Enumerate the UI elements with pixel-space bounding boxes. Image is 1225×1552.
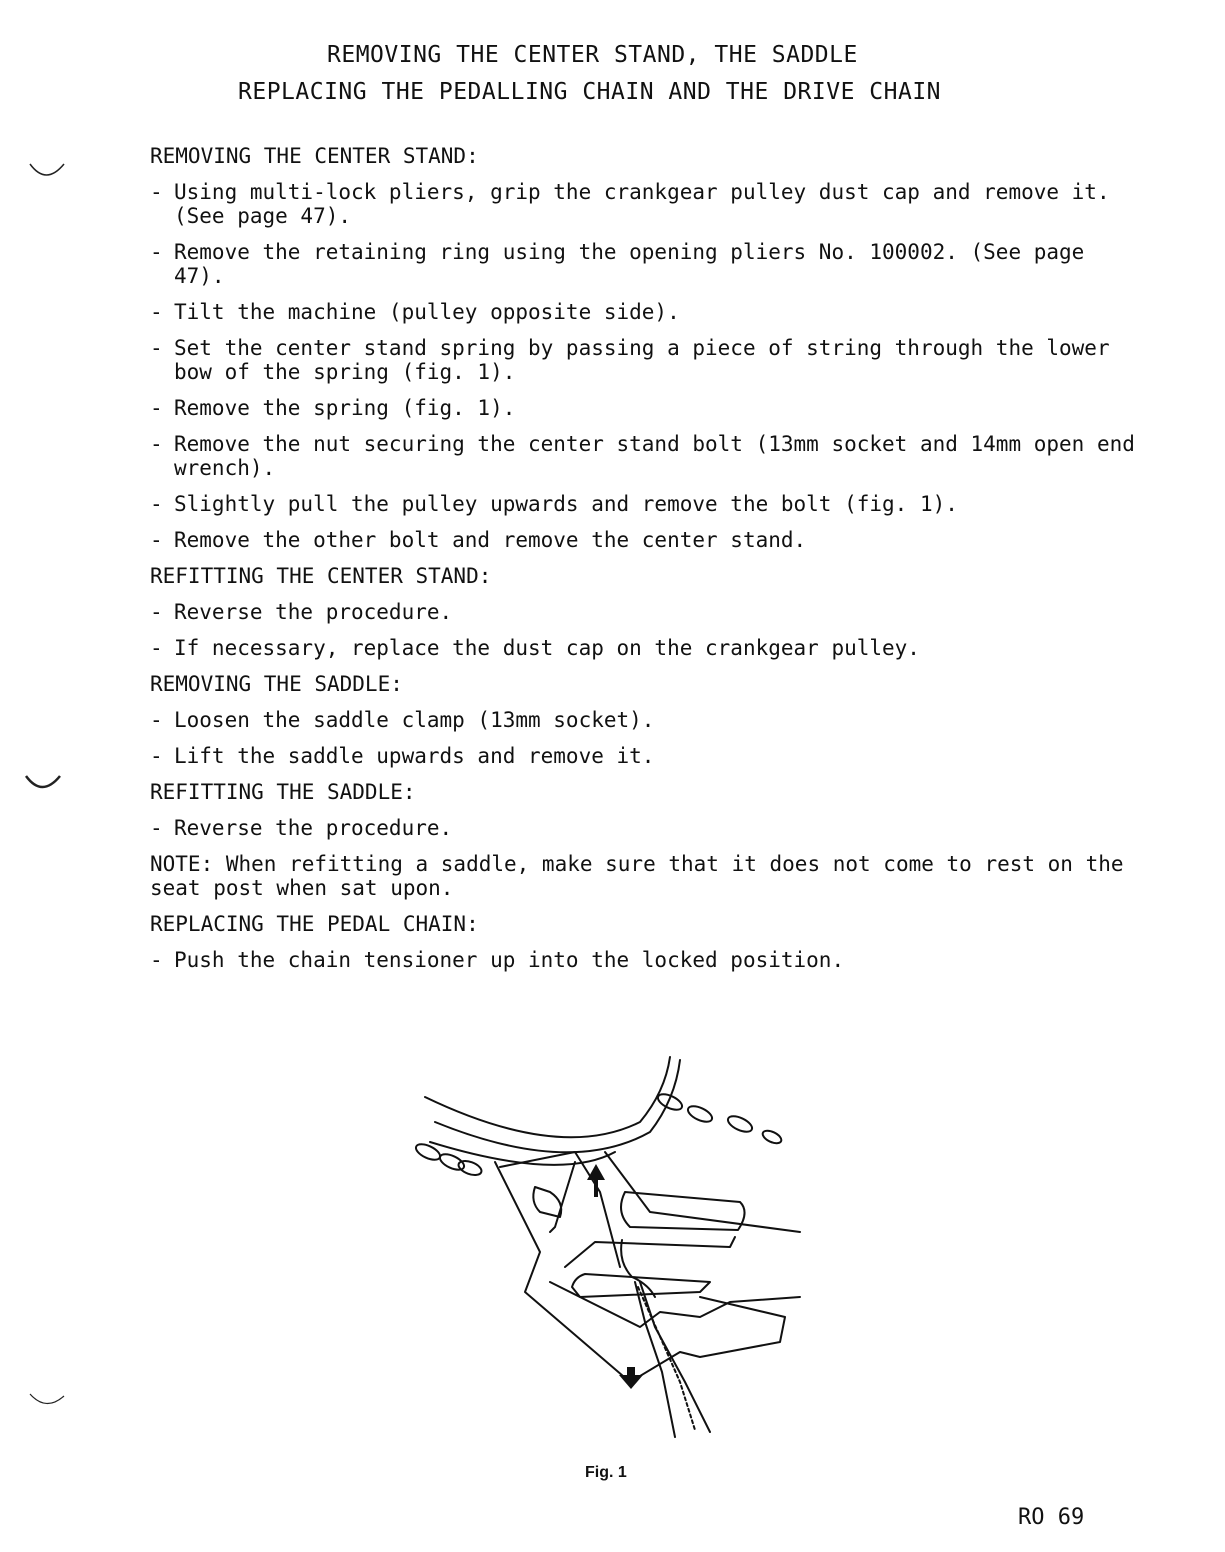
section-heading: REMOVING THE CENTER STAND: — [150, 144, 479, 168]
instructions-body — [150, 144, 1140, 984]
pulley-arc-inner — [435, 1060, 680, 1152]
bullet-dash: - — [150, 528, 163, 552]
pulley-arc — [425, 1057, 670, 1137]
punch-mark-icon — [28, 1390, 68, 1414]
list-item: - Reverse the procedure. — [150, 600, 453, 624]
bullet-dash: - — [150, 636, 163, 660]
punch-mark-icon — [28, 160, 68, 184]
list-item: - Push the chain tensioner up into the locked position. — [150, 948, 845, 972]
bullet-dash: - — [150, 600, 163, 624]
page-title-line-1: REMOVING THE CENTER STAND, THE SADDLE — [327, 42, 858, 68]
stand-frame — [495, 1162, 785, 1382]
chain-links-right — [656, 1091, 783, 1146]
bullet-dash: - — [150, 708, 163, 732]
bullet-dash: - — [150, 180, 163, 204]
arrow-up-icon — [587, 1164, 605, 1197]
list-item: - Remove the nut securing the center stand bolt (13mm socket and 14mm open end wrench). — [150, 432, 1135, 480]
list-item: - Using multi-lock pliers, grip the crankgear pulley dust cap and remove it. (See page 47). — [150, 180, 1110, 228]
list-item: - Set the center stand spring by passing a piece of string through the lower bow of the spring (fig. 1). — [150, 336, 1110, 384]
figure-caption: Fig. 1 — [585, 1464, 627, 1481]
list-item: - Remove the spring (fig. 1). — [150, 396, 516, 420]
section-heading: REFITTING THE SADDLE: — [150, 780, 416, 804]
bullet-dash: - — [150, 336, 163, 360]
section-heading: REFITTING THE CENTER STAND: — [150, 564, 492, 588]
arrow-down-icon — [619, 1367, 643, 1389]
note-paragraph: NOTE: When refitting a saddle, make sure that it does not come to rest on the seat post when sat upon. — [150, 852, 1124, 900]
bullet-dash: - — [150, 744, 163, 768]
section-heading: REMOVING THE SADDLE: — [150, 672, 403, 696]
bullet-dash: - — [150, 816, 163, 840]
figure-1-illustration — [400, 1052, 820, 1452]
list-item: - Lift the saddle upwards and remove it. — [150, 744, 655, 768]
bullet-dash: - — [150, 432, 163, 456]
page-number: RO 69 — [1018, 1505, 1085, 1530]
list-item: - Remove the retaining ring using the opening pliers No. 100002. (See page 47). — [150, 240, 1085, 288]
bullet-dash: - — [150, 300, 163, 324]
punch-mark-icon — [24, 772, 64, 796]
list-item: - Reverse the procedure. — [150, 816, 453, 840]
bullet-dash: - — [150, 948, 163, 972]
page-title-line-2: REPLACING THE PEDALLING CHAIN AND THE DRIVE CHAIN — [238, 79, 942, 105]
section-heading: REPLACING THE PEDAL CHAIN: — [150, 912, 479, 936]
bullet-dash: - — [150, 492, 163, 516]
bullet-dash: - — [150, 396, 163, 420]
list-item: - If necessary, replace the dust cap on the crankgear pulley. — [150, 636, 920, 660]
list-item: - Slightly pull the pulley upwards and remove the bolt (fig. 1). — [150, 492, 958, 516]
list-item: - Remove the other bolt and remove the center stand. — [150, 528, 807, 552]
bullet-dash: - — [150, 240, 163, 264]
list-item: - Tilt the machine (pulley opposite side). — [150, 300, 680, 324]
list-item: - Loosen the saddle clamp (13mm socket). — [150, 708, 655, 732]
